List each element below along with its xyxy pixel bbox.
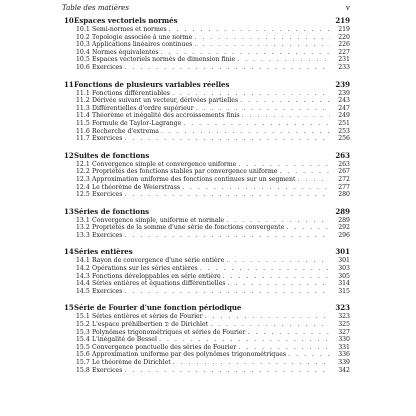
toc-entry[interactable]	[64, 265, 350, 273]
dot-leader	[169, 26, 330, 34]
section-number: 15.3	[76, 328, 90, 336]
toc-entry[interactable]	[64, 191, 350, 199]
section-number: 15.7	[76, 359, 90, 366]
section-title: Formule de Taylor-Lagrange	[92, 119, 182, 127]
section-number: 14.4	[76, 280, 90, 288]
chapter-page: 289	[335, 206, 350, 216]
dot-leader	[237, 56, 330, 64]
section-title: Différentielles d'ordre supérieur	[92, 104, 194, 112]
section-page: 239	[338, 89, 350, 97]
header-page-number: v	[346, 4, 350, 12]
toc-entry[interactable]	[64, 64, 350, 72]
chapter-number: 13	[64, 206, 74, 216]
section-title: Polynômes trigonométriques et séries de Fourier	[92, 328, 246, 336]
dot-leader	[124, 64, 330, 72]
toc-entry[interactable]	[64, 329, 350, 337]
dot-leader	[196, 105, 330, 113]
section-title: Fonctions différentiables	[92, 89, 170, 97]
chapter-number: 14	[64, 247, 74, 257]
toc-entry[interactable]	[64, 232, 350, 240]
toc-entry[interactable]	[64, 176, 350, 184]
section-title: Convergence simple, uniforme et normale	[92, 216, 225, 224]
section-page: 249	[338, 112, 350, 120]
toc-entry[interactable]	[64, 168, 350, 176]
dot-leader	[288, 351, 330, 359]
section-page: 219	[338, 26, 350, 33]
section-title: Convergence simple et convergence uniforme	[92, 160, 237, 168]
toc-entry[interactable]	[64, 344, 350, 352]
dot-leader	[161, 49, 331, 57]
section-page: 267	[338, 168, 350, 176]
section-number: 15.5	[76, 343, 90, 351]
chapter-number: 10	[64, 16, 74, 25]
section-number: 14.5	[76, 287, 90, 295]
dot-leader	[124, 288, 330, 296]
section-page: 226	[338, 41, 350, 49]
chapter-15	[64, 303, 350, 374]
chapter-title: Série de Fourier d'une fonction périodique	[74, 303, 242, 313]
toc-entry[interactable]	[64, 97, 350, 105]
chapter-heading[interactable]	[64, 207, 350, 216]
chapter-10	[64, 16, 350, 72]
section-page: 315	[338, 287, 350, 295]
section-page: 342	[338, 366, 350, 374]
section-page: 280	[338, 191, 350, 199]
section-number: 12.4	[76, 183, 90, 191]
section-title: Exercices	[92, 366, 123, 374]
dot-leader	[182, 184, 330, 192]
dot-leader	[242, 112, 330, 120]
section-title: Applications linéaires continues	[92, 41, 193, 49]
dot-leader	[240, 97, 330, 105]
section-number: 11.7	[76, 135, 90, 143]
section-page: 243	[338, 97, 350, 105]
section-page: 277	[338, 183, 350, 191]
chapter-title: Séries entières	[74, 247, 133, 257]
toc-entry[interactable]	[64, 367, 350, 375]
dot-leader	[226, 217, 330, 225]
section-number: 15.4	[76, 336, 90, 344]
toc-entry[interactable]	[64, 280, 350, 288]
dot-leader	[200, 265, 330, 273]
section-number: 13.2	[76, 224, 90, 232]
section-title: Exercices	[92, 231, 123, 239]
section-number: 11.1	[76, 89, 90, 97]
section-title: Le théorème de Dirichlet	[92, 359, 171, 366]
dot-leader	[194, 41, 330, 49]
chapter-heading[interactable]	[64, 151, 350, 160]
toc-entry[interactable]	[64, 26, 350, 34]
section-page: 323	[338, 313, 350, 321]
section-page: 331	[338, 343, 350, 351]
section-title: Fonctions développables en série entière	[92, 272, 221, 280]
section-page: 247	[338, 104, 350, 112]
chapter-heading[interactable]	[64, 303, 350, 312]
section-number: 11.4	[76, 112, 90, 120]
section-title: Exercices	[92, 63, 123, 71]
toc-entry[interactable]	[64, 217, 350, 225]
section-page: 253	[338, 127, 350, 135]
toc-entry[interactable]	[64, 359, 350, 367]
chapter-title: Espaces vectoriels normés	[74, 16, 178, 25]
chapter-13	[64, 207, 350, 240]
dot-leader	[159, 336, 330, 344]
section-number: 15.2	[76, 321, 90, 329]
section-page: 251	[338, 119, 350, 127]
section-number: 10.6	[76, 63, 90, 71]
section-title: Séries entières et séries de Fourier	[92, 313, 203, 321]
section-title: Normes équivalentes	[92, 48, 159, 56]
section-number: 12.1	[76, 160, 90, 168]
chapter-14	[64, 247, 350, 295]
toc-entry[interactable]	[64, 105, 350, 113]
chapter-number: 12	[64, 150, 74, 160]
section-page: 272	[338, 175, 350, 183]
toc-entry[interactable]	[64, 273, 350, 281]
toc-entry[interactable]	[64, 41, 350, 49]
dot-leader	[124, 191, 330, 199]
section-number: 10.5	[76, 56, 90, 64]
dot-leader	[161, 128, 330, 136]
dot-leader	[124, 232, 330, 240]
dot-leader	[124, 367, 330, 375]
section-number: 10.3	[76, 41, 90, 49]
section-number: 13.1	[76, 216, 90, 224]
chapter-number: 11	[64, 79, 74, 89]
dot-leader	[172, 90, 330, 98]
section-page: 263	[338, 160, 350, 168]
chapter-number: 15	[64, 303, 74, 313]
toc-entry[interactable]	[64, 224, 350, 232]
toc-entry[interactable]	[64, 257, 350, 265]
toc-entry[interactable]	[64, 321, 350, 329]
toc-entry[interactable]	[64, 34, 350, 42]
chapter-page: 219	[335, 16, 350, 25]
dot-leader	[173, 359, 330, 367]
section-title: Exercices	[92, 287, 123, 295]
dot-leader	[205, 313, 330, 321]
dot-leader	[279, 168, 330, 176]
toc-entry[interactable]	[64, 135, 350, 143]
section-number: 14.2	[76, 265, 90, 273]
toc-entry[interactable]	[64, 313, 350, 321]
section-title: Propriétés de la somme d'une série de fonctions convergente	[92, 224, 285, 232]
section-title: Opérations sur les séries entières	[92, 265, 198, 273]
section-title: Convergence ponctuelle des séries de Fourier	[92, 343, 237, 351]
dot-leader	[223, 273, 330, 281]
chapter-title: Fonctions de plusieurs variables réelles	[74, 79, 230, 89]
section-number: 15.1	[76, 313, 90, 321]
dot-leader	[124, 135, 330, 143]
section-page: 256	[338, 135, 350, 143]
section-number: 14.3	[76, 272, 90, 280]
section-title: Approximation uniforme par des polynômes trigonométriques	[92, 351, 287, 359]
section-number: 15.6	[76, 351, 90, 359]
header-title: Table des matières	[62, 4, 129, 12]
chapter-11	[64, 80, 350, 143]
section-number: 11.3	[76, 104, 90, 112]
chapter-page: 239	[335, 79, 350, 89]
section-page: 227	[338, 48, 350, 56]
toc-entry[interactable]	[64, 128, 350, 136]
section-number: 15.8	[76, 366, 90, 374]
dot-leader	[227, 280, 330, 288]
dot-leader	[286, 224, 330, 232]
section-page: 327	[338, 328, 350, 336]
chapter-page: 301	[335, 247, 350, 257]
section-number: 12.5	[76, 191, 90, 199]
toc-entry[interactable]	[64, 351, 350, 359]
section-title: Approximation uniforme des fonctions continues sur un segment	[92, 175, 296, 183]
section-page: 339	[338, 359, 350, 366]
section-page: 305	[338, 272, 350, 280]
section-page: 231	[338, 56, 350, 64]
section-number: 10.1	[76, 26, 90, 33]
section-page: 303	[338, 265, 350, 273]
toc-entry[interactable]	[64, 120, 350, 128]
table-of-contents	[64, 16, 350, 382]
section-title: Séries entières et équations différentielles	[92, 280, 226, 288]
toc-entry[interactable]	[64, 112, 350, 120]
toc-entry[interactable]	[64, 90, 350, 98]
dot-leader	[238, 161, 330, 169]
section-number: 10.4	[76, 48, 90, 56]
toc-entry[interactable]	[64, 161, 350, 169]
section-title: Espaces vectoriels normés de dimension finie	[92, 56, 236, 64]
section-title: Rayon de convergence d'une série entière	[92, 257, 225, 265]
chapter-title: Séries de fonctions	[74, 206, 150, 216]
section-page: 296	[338, 231, 350, 239]
dot-leader	[210, 321, 330, 329]
toc-entry[interactable]	[64, 336, 350, 344]
section-title: Exercices	[92, 191, 123, 199]
toc-entry[interactable]	[64, 184, 350, 192]
section-page: 289	[338, 216, 350, 224]
section-page: 325	[338, 321, 350, 329]
section-number: 13.3	[76, 231, 90, 239]
chapter-12	[64, 151, 350, 199]
section-title: Recherche d'extrema	[92, 127, 159, 135]
section-title: L'espace préhilbertien 𝔇 de Dirichlet	[92, 321, 209, 329]
section-title: Semi-normes et normes	[92, 26, 167, 33]
section-title: Le théorème de Weierstrass	[92, 183, 181, 191]
chapter-heading[interactable]	[64, 247, 350, 256]
section-number: 11.5	[76, 119, 90, 127]
section-title: Théorème et inégalité des accroissements finis	[92, 112, 240, 120]
section-number: 12.2	[76, 168, 90, 176]
dot-leader	[183, 120, 330, 128]
chapter-heading[interactable]	[64, 80, 350, 89]
section-title: Propriétés des fonctions stables par convergence uniforme	[92, 168, 278, 176]
section-page: 220	[338, 33, 350, 41]
section-page: 336	[338, 351, 350, 359]
section-title: Exercices	[92, 135, 123, 143]
section-number: 14.1	[76, 257, 90, 265]
dot-leader	[194, 34, 330, 42]
toc-entry[interactable]	[64, 288, 350, 296]
chapter-heading[interactable]	[64, 16, 350, 25]
section-title: Dérivée suivant un vecteur, dérivées partielles	[92, 97, 239, 105]
dot-leader	[226, 257, 330, 265]
section-page: 330	[338, 336, 350, 344]
dot-leader	[238, 344, 330, 352]
toc-entry[interactable]	[64, 56, 350, 64]
dot-leader	[297, 176, 330, 184]
section-number: 11.2	[76, 97, 90, 105]
chapter-title: Suites de fonctions	[74, 150, 150, 160]
dot-leader	[248, 329, 330, 337]
section-number: 11.6	[76, 127, 90, 135]
running-header	[62, 0, 350, 12]
section-number: 12.3	[76, 175, 90, 183]
section-title: Topologie associée à une norme	[92, 33, 193, 41]
chapter-page: 323	[335, 303, 350, 313]
toc-entry[interactable]	[64, 49, 350, 57]
section-page: 292	[338, 224, 350, 232]
section-title: L'inégalité de Bessel	[92, 336, 157, 344]
section-page: 314	[338, 280, 350, 288]
section-page: 233	[338, 63, 350, 71]
section-number: 10.2	[76, 33, 90, 41]
section-page: 301	[338, 257, 350, 265]
chapter-page: 263	[335, 150, 350, 160]
